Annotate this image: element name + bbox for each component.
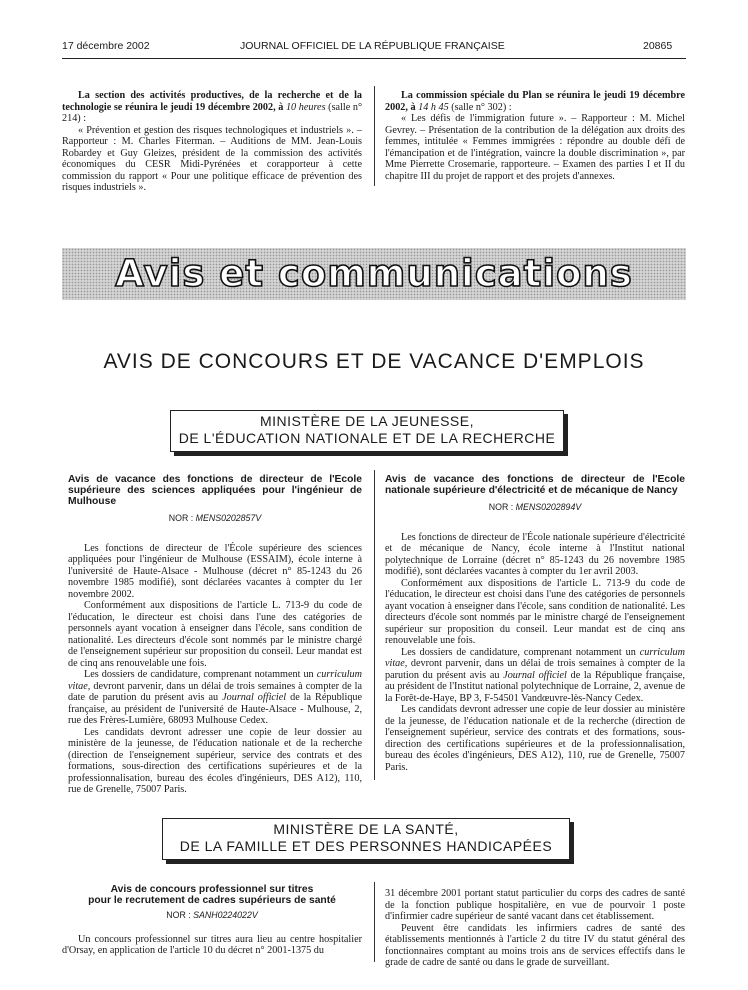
column-divider-top [374,86,375,186]
avis-left-p1: Les fonctions de directeur de l'École supérieure des sciences appliquées pour l'ingénieur de Mulhouse (ESSAIM), école interne à l'université de Haute-Alsace - Mulhouse (décret n° 85-1243 du 26 novembre 1985 modifié), sont déclarées vacantes à compter du 1er novembre 2002. [68,542,362,600]
journal-title: JOURNAL OFFICIEL DE LA RÉPUBLIQUE FRANÇAISE [240,40,505,52]
avis-left-p2: Conformément aux dispositions de l'article L. 713-9 du code de l'éducation, le directeur est choisi dans l'une des catégories de personnels ayant vocation à enseigner dans l'école, sans condition de nationalité. Les directeurs d'école sont nommés par le ministre chargé de l'enseignement supérieur sur proposition du conseil. Leur mandat est de cinq ans renouvelable une fois. [68,600,362,669]
avis-left-nor [68,513,362,525]
top-left-body: « Prévention et gestion des risques technologiques et industriels ». – Rapporteur : M. Charles Fiterman. – Auditions de MM. Jean-Louis Robardey et Guy Gleizes, président de la commission des activités économiques du CESR Midi-Pyrénées et corapporteur à cette commission du rapport « Pour une politique efficace de prévention des risques industriels ». [62,124,362,193]
top-right-body: « Les défis de l'immigration future ». – Rapporteur : M. Michel Gevrey. – Présentation de la contribution de la délégation aux droits des femmes, intitulée « Femmes immigrées : répondre au double défi de l'émancipation et de l'intégration, vaincre la double discrimination », par Mme Pierrette Crosemarie, rapporteure. – Examen des parties I et II du chapitre III du projet de rapport et des projets d'annexes. [385,113,685,182]
avis-left-p4: Les candidats devront adresser une copie de leur dossier au ministère de la jeunesse, de l'éducation nationale et de la recherche (direction de l'enseignement supérieur, service des contrats et des formations, sous-direction des certifications supérieures et de la professionnalisation, bureau des écoles d'ingénieurs, DES A12), 110, rue de Grenelle, 75007 Paris. [68,726,362,795]
text-run-italic: Journal officiel [503,669,567,681]
nor-label: NOR : [488,502,514,512]
avis-left-title: Avis de vacance des fonctions de directeur de l'Ecole supérieure des sciences appliquées pour l'ingénieur de Mulhouse [68,474,362,507]
avis-left-p3 [68,669,362,727]
avis-right-nor [385,502,685,514]
top-left-notice [62,90,362,194]
ministry-box-education [170,410,564,452]
top-left-salle: (salle n° 214) : [62,101,363,124]
text-run: devront parvenir, dans un délai de trois semaines à compter de la parution du présent avis au [385,658,686,681]
column-divider-bottom [374,882,375,962]
text-run: de la République française, au président de l'université de Haute-Alsace - Mulhouse, 2, rue des Frères-Lumière, 68093 Mulhouse Cedex. [68,692,363,726]
ministry1-line1: MINISTÈRE DE LA JEUNESSE, [260,413,474,429]
page-number: 20865 [643,40,673,52]
avis-right-p2: Conformément aux dispositions de l'article L. 713-9 du code de l'éducation, le directeur est choisi dans l'une des catégories de personnels ayant vocation à enseigner dans l'école, sans condition de nationalité. Les directeurs d'école sont nommés par le ministre chargé de l'enseignement supérieur sur proposition du conseil. Leur mandat est de cinq ans renouvelable une fois. [385,577,685,646]
avis-concours-sante [62,884,362,957]
text-run-italic: Journal officiel [222,692,287,703]
top-left-time: 10 heures [285,101,326,113]
ministry2-line2: DE LA FAMILLE ET DES PERSONNES HANDICAPÉES [179,838,553,854]
avis-bottom-left-p1: Un concours professionnel sur titres aura lieu au centre hospitalier d'Orsay, en application de l'article 10 du décret n° 2001-1375 du [62,933,362,956]
top-left-lead: La section des activités productives, de la recherche et de la technologie se réunira le jeudi 19 décembre 2002, à [62,90,362,113]
ministry1-line2: DE L'ÉDUCATION NATIONALE ET DE LA RECHERCHE [178,430,556,446]
avis-concours-sante-continued [385,888,685,969]
avis-bottom-right-p2: Peuvent être candidats les infirmiers cadres de santé des établissements mentionnés à l'article 2 du titre IV du statut général des fonctionnaires comptant au moins trois ans de services effectifs dans le grade de cadre de santé ou dans le grade de surveillant. [385,922,685,968]
text-run: devront parvenir, dans un délai de trois semaines à compter de la date de parution du présent avis au [68,680,363,703]
top-right-lead: La commission spéciale du Plan se réunira le jeudi 19 décembre 2002, à [385,90,685,113]
top-right-notice [385,90,685,182]
avis-bottom-right-p1: 31 décembre 2001 portant statut particulier du corps des cadres de santé de la fonction publique hospitalière, en vue de pourvoir 1 poste d'infirmier cadre supérieur de santé vacant dans cet établissement. [385,888,685,922]
top-right-time: 14 h 45 [418,101,449,113]
section-title: AVIS DE CONCOURS ET DE VACANCE D'EMPLOIS [103,350,645,373]
avis-nancy [385,474,685,773]
text-run: Les dossiers de candidature, comprenant notamment un [401,646,636,658]
avis-right-p3 [385,647,685,705]
avis-right-p1: Les fonctions de directeur de l'École nationale supérieure d'électricité et de mécanique de Nancy, école interne à l'Institut national polytechnique de Lorraine (décret n° 85-1243 du 26 novembre 1985 modifié), sont déclarées vacantes à compter du 1er avril 2003. [385,531,685,577]
text-run: Les dossiers de candidature, comprenant notamment un [84,669,314,680]
text-run-italic: curriculum vitae, [385,646,686,669]
avis-bottom-title2: pour le recrutement de cadres supérieurs de santé [88,895,336,906]
text-run-italic: curriculum vitae, [68,669,362,692]
avis-right-p4: Les candidats devront adresser une copie de leur dossier au ministère de la jeunesse, de l'éducation nationale et de la recherche (direction de l'enseignement supérieur, service des contrats et des formations, sous-direction des certifications supérieures et de la professionnalisation, bureau des écoles d'ingénieurs, DES A12), 110, rue de Grenelle, 75007 Paris. [385,704,685,773]
avis-right-title: Avis de vacance des fonctions de directeur de l'Ecole nationale supérieure d'électricité et de mécanique de Nancy [385,474,685,496]
nor-label: NOR : [166,910,191,920]
ministry2-line1: MINISTÈRE DE LA SANTÉ, [273,821,459,837]
header-date: 17 décembre 2002 [62,40,150,52]
text-run: de la République française, au président de l'Institut national polytechnique de Lorraine, 2, avenue de la Forêt-de-Haye, BP 3, F-54501 Vandœuvre-lès-Nancy Cedex. [385,669,685,704]
avis-mulhouse [68,474,362,796]
avis-bottom-nor [62,910,362,922]
avis-bottom-title1: Avis de concours professionnel sur titres [110,884,314,895]
top-right-salle: (salle n° 302) : [451,101,512,113]
nor-code: SANH0224022V [193,910,258,920]
nor-code: MENS0202857V [195,513,262,523]
nor-label: NOR : [168,513,194,523]
header-rule [62,58,686,59]
column-divider-middle [374,470,375,780]
nor-code: MENS0202894V [515,502,582,512]
ministry-box-sante [162,818,570,860]
banner-title: Avis et communications [115,252,633,295]
